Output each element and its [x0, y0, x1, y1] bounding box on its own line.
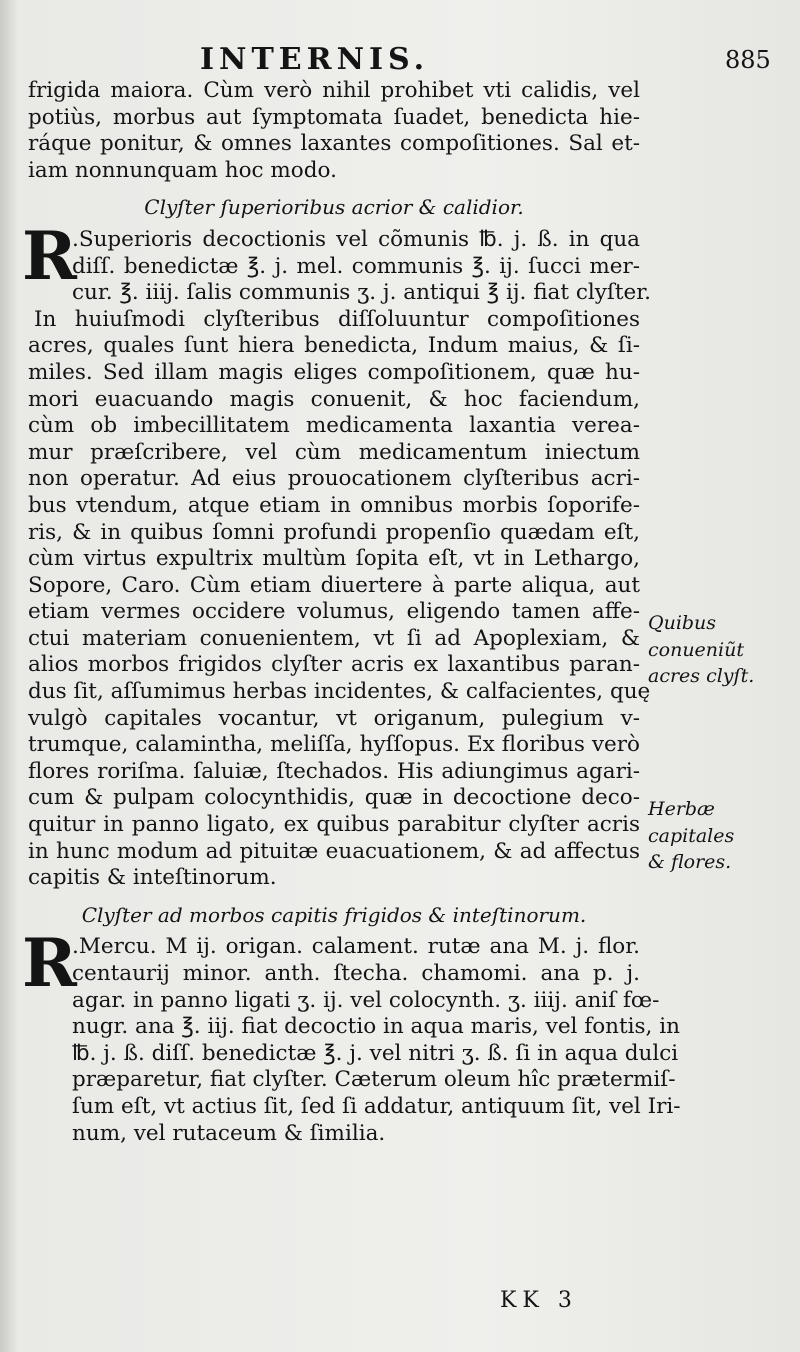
text-line: capitis & inteſtinorum.: [28, 865, 277, 891]
text-line: alios morbos frigidos clyſter acris ex laxantibus paran-: [28, 652, 640, 678]
paragraph-2: [28, 306, 651, 892]
margin-note-line: acres clyſt.: [648, 665, 755, 688]
recipe-initial: R: [22, 216, 77, 295]
text-line: diſſ. benedictæ ℥. j. mel. communis ℥. ij. ſucci mer-: [72, 253, 640, 279]
recipe-2: [22, 924, 681, 1147]
text-line: flores roriſma. ſaluiæ, ſtechados. His adiungimus agari-: [28, 758, 640, 784]
text-line: In huiuſmodi clyſteribus diſſoluuntur compoſitiones: [34, 306, 640, 332]
text-line: agar. in panno ligati ʒ. ij. vel colocynth. ʒ. iiij. aniſ fœ-: [72, 987, 660, 1013]
text-line: ctui materiam conuenientem, vt ſi ad Apoplexiam, &: [28, 625, 640, 651]
main-text: [22, 78, 681, 1147]
text-line: ſum eſt, vt actius ſit, ſed ſi addatur, antiquum ſit, vel Iri-: [72, 1093, 681, 1119]
subheading-clyster-acrior: Clyſter ſuperioribus acrior & calidior.: [144, 195, 524, 220]
margin-note-quibus: [648, 610, 798, 690]
paragraph-1: [28, 78, 640, 184]
text-line: etiam vermes occidere volumus, eligendo tamen affe-: [28, 599, 640, 625]
text-line: ℔. j. ß. diſſ. benedictæ ℥. j. vel nitri ʒ. ß. ſi in aqua dulci: [72, 1040, 679, 1066]
margin-note-line: & flores.: [648, 851, 732, 874]
margin-note-herbae: [648, 796, 798, 876]
text-line: nugr. ana ℥. iij. fiat decoctio in aqua maris, vel fontis, in: [72, 1014, 680, 1040]
text-line: cur. ℥. iiij. ſalis communis ʒ. j. antiqui ℥ ij. fiat clyſter.: [72, 280, 651, 306]
margin-note-line: Quibus: [648, 612, 717, 634]
text-line: in hunc modum ad pituitæ euacuationem, & ad affectus: [28, 838, 640, 864]
text-line: num, vel rutaceum & ſimilia.: [72, 1120, 386, 1146]
text-line: ráque ponitur, & omnes laxantes compoſitiones. Sal et-: [28, 131, 640, 157]
recipe-initial: R: [22, 924, 77, 1003]
text-line: non operatur. Ad eius prouocationem clyſteribus acri-: [28, 466, 640, 492]
running-title: INTERNIS.: [200, 42, 430, 77]
text-line: vulgò capitales vocantur, vt origanum, pulegium v-: [28, 705, 640, 731]
signature-mark: KK 3: [500, 1288, 578, 1313]
text-line: acres, quales ſunt hiera benedicta, Indum maius, & ſi-: [28, 333, 640, 359]
text-line: .Mercu. M ij. origan. calament. rutæ ana M. j. flor.: [72, 934, 640, 960]
text-line: dus ſit, aſſumimus herbas incidentes, & calfacientes, quę: [28, 679, 651, 705]
text-line: mur præſcribere, vel cùm medicamentum iniectum: [28, 439, 640, 465]
text-line: mori euacuando magis conuenit, & hoc faciendum,: [28, 386, 640, 412]
margin-note-line: capitales: [648, 824, 735, 847]
text-line: frigida maiora. Cùm verò nihil prohibet vti calidis, vel: [28, 78, 640, 103]
text-line: bus vtendum, atque etiam in omnibus morbis ſoporife-: [28, 492, 640, 518]
text-line: præparetur, fiat clyſter. Cæterum oleum hîc prætermiſ-: [72, 1067, 676, 1093]
text-line: Sopore, Caro. Cùm etiam diuertere à parte aliqua, aut: [28, 572, 640, 598]
margin-note-line: Herbæ: [648, 798, 715, 820]
text-line: cùm ob imbecillitatem medicamenta laxantia verea-: [28, 413, 640, 439]
text-line: cum & pulpam colocynthidis, quæ in decoctione deco-: [28, 785, 640, 811]
text-line: potiùs, morbus aut ſymptomata ſuadet, benedicta hie-: [28, 104, 640, 130]
text-line: cùm virtus expultrix multùm ſopita eſt, vt in Lethargo,: [28, 546, 640, 572]
page-number: 885: [725, 46, 771, 74]
margin-note-line: conueniũt: [648, 638, 744, 661]
text-line: iam nonnunquam hoc modo.: [28, 157, 337, 183]
text-line: centaurij minor. anth. ſtecha. chamomi. ana p. j.: [72, 961, 640, 986]
page-header: [0, 42, 800, 82]
text-line: trumque, calamintha, meliſſa, hyſſopus. Ex floribus verò: [28, 732, 640, 758]
text-line: quitur in panno ligato, ex quibus parabitur clyſter acris: [28, 812, 640, 838]
text-line: ris, & in quibus ſomni profundi propenſio quædam eſt,: [28, 519, 640, 545]
recipe-1: [22, 216, 651, 307]
text-line: miles. Sed illam magis eliges compoſitionem, quæ hu-: [28, 359, 640, 385]
subheading-clyster-capitis: Clyſter ad morbos capitis frigidos & inteſtinorum.: [81, 902, 587, 927]
text-line: .Superioris decoctionis vel cõmunis ℔. j. ß. in qua: [72, 226, 640, 252]
